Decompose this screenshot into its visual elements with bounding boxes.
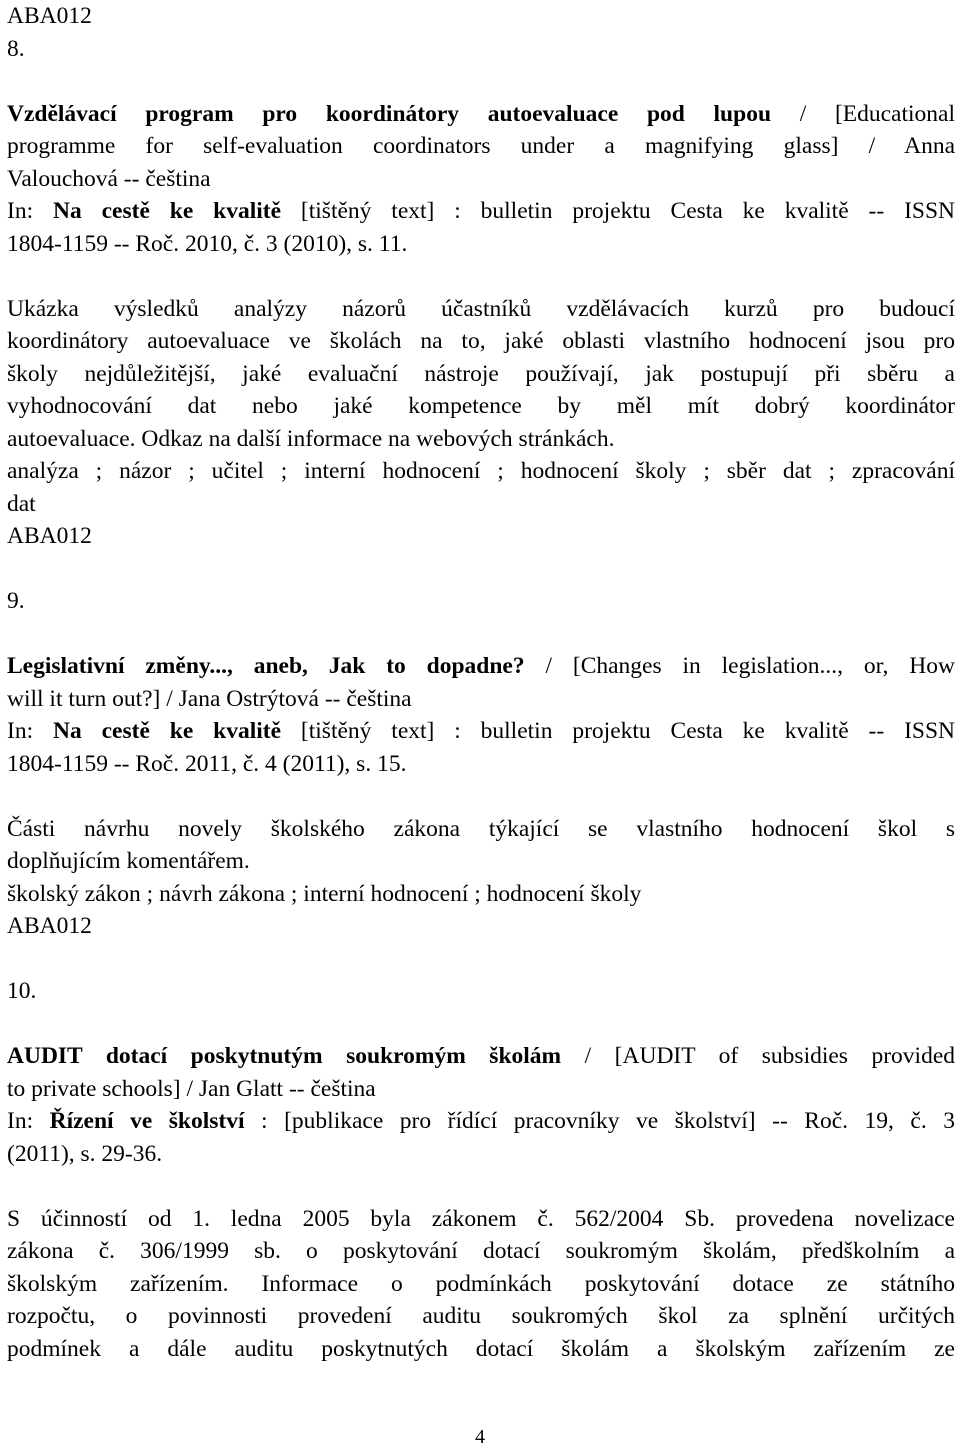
record-10-abstract-line: zákona č. 306/1999 sb. o poskytování dotací soukromým školám, předškolním a	[7, 1238, 955, 1264]
record-10-title-line-1	[7, 1040, 955, 1073]
record-9-source-line-2: 1804-1159 -- Roč. 2011, č. 4 (2011), s. 15.	[7, 750, 407, 777]
record-8-title-rest: / [Educational	[771, 100, 955, 127]
record-10-source-title: Řízení ve školství	[49, 1108, 245, 1134]
record-9-title-line-2: will it turn out?] / Jana Ostrýtová -- čeština	[7, 685, 412, 712]
record-8-source-title: Na cestě ke kvalitě	[53, 198, 282, 224]
record-9-source-line-1	[7, 715, 955, 748]
record-8-code: ABA012	[7, 523, 92, 549]
in-prefix: In:	[7, 1108, 50, 1134]
spacer	[7, 1008, 955, 1041]
record-9-title-rest: / [Changes in legislation..., or, How	[524, 653, 955, 679]
record-8-title: Vzdělávací program pro koordinátory autoevaluace pod lupou	[7, 100, 772, 127]
record-8-abstract-line: vyhodnocování dat nebo jaké kompetence by měl mít dobrý koordinátor	[7, 393, 955, 419]
record-9-title-line-1	[7, 650, 955, 683]
record-8-keywords-line: analýza ; názor ; učitel ; interní hodnocení ; hodnocení školy ; sběr dat ; zpracování	[7, 458, 955, 484]
record-8-source-line-1	[7, 195, 955, 228]
record-9-title: Legislativní změny..., aneb, Jak to dopadne?	[7, 653, 525, 679]
record-10-source-rest: : [publikace pro řídící pracovníky ve školství] -- Roč. 19, č. 3	[244, 1108, 955, 1134]
in-prefix: In:	[7, 198, 53, 224]
record-9-source-rest: [tištěný text] : bulletin projektu Cesta ke kvalitě -- ISSN	[281, 718, 955, 744]
spacer	[7, 260, 955, 293]
record-8-abstract-line: školy nejdůležitější, jaké evaluační nástroje používají, jak postupují při sběru a	[7, 360, 955, 387]
record-9-source-title: Na cestě ke kvalitě	[53, 718, 282, 744]
spacer	[7, 780, 955, 813]
record-10-source-line-2: (2011), s. 29-36.	[7, 1140, 163, 1167]
record-8-title-line-1	[7, 98, 955, 131]
record-10-abstract-line: S účinností od 1. ledna 2005 byla zákonem č. 562/2004 Sb. provedena novelizace	[7, 1205, 955, 1232]
record-10-source-line-1	[7, 1105, 955, 1138]
record-10-abstract-line: školským zařízením. Informace o podmínkách poskytování dotace ze státního	[7, 1270, 955, 1297]
record-9-code: ABA012	[7, 913, 92, 939]
document-page	[7, 0, 955, 1365]
record-10-abstract-line: rozpočtu, o povinnosti provedení auditu soukromých škol za splnění určitých	[7, 1303, 955, 1329]
in-prefix: In:	[7, 718, 53, 744]
record-8-source-rest: [tištěný text] : bulletin projektu Cesta ke kvalitě -- ISSN	[281, 198, 955, 224]
record-9-abstract-line: Části návrhu novely školského zákona týkající se vlastního hodnocení škol s	[7, 815, 955, 842]
record-9-keywords-line: školský zákon ; návrh zákona ; interní hodnocení ; hodnocení školy	[7, 880, 642, 907]
record-8-title-line-3: Valouchová -- čeština	[7, 165, 211, 192]
spacer	[7, 553, 955, 586]
record-10-title-line-2: to private schools] / Jan Glatt -- čeština	[7, 1075, 376, 1102]
page-number: 4	[475, 1426, 485, 1448]
spacer	[7, 65, 955, 98]
record-9-abstract-line: doplňujícím komentářem.	[7, 848, 250, 874]
record-8-number: 8.	[7, 35, 25, 62]
record-10-abstract-line: podmínek a dále auditu poskytnutých dotací školám a školským zařízením ze	[7, 1335, 955, 1362]
record-8-abstract-line: koordinátory autoevaluace ve školách na to, jaké oblasti vlastního hodnocení jsou pro	[7, 328, 955, 354]
record-10-title: AUDIT dotací poskytnutým soukromým školám	[7, 1043, 562, 1069]
record-8-abstract-line: autoevaluace. Odkaz na další informace na webových stránkách.	[7, 425, 615, 452]
spacer	[7, 1170, 955, 1203]
record-8-keywords-line: dat	[7, 490, 36, 517]
spacer	[7, 618, 955, 651]
record-10-title-rest: / [AUDIT of subsidies provided	[561, 1043, 955, 1069]
spacer	[7, 943, 955, 976]
header-code: ABA012	[7, 3, 92, 29]
record-8-abstract-line: Ukázka výsledků analýzy názorů účastníků vzdělávacích kurzů pro budoucí	[7, 295, 955, 322]
record-8-title-line-2: programme for self-evaluation coordinators under a magnifying glass] / Anna	[7, 133, 955, 159]
record-9-number: 9.	[7, 588, 25, 614]
record-8-source-line-2: 1804-1159 -- Roč. 2010, č. 3 (2010), s. 11.	[7, 230, 408, 257]
record-10-number: 10.	[7, 978, 37, 1004]
